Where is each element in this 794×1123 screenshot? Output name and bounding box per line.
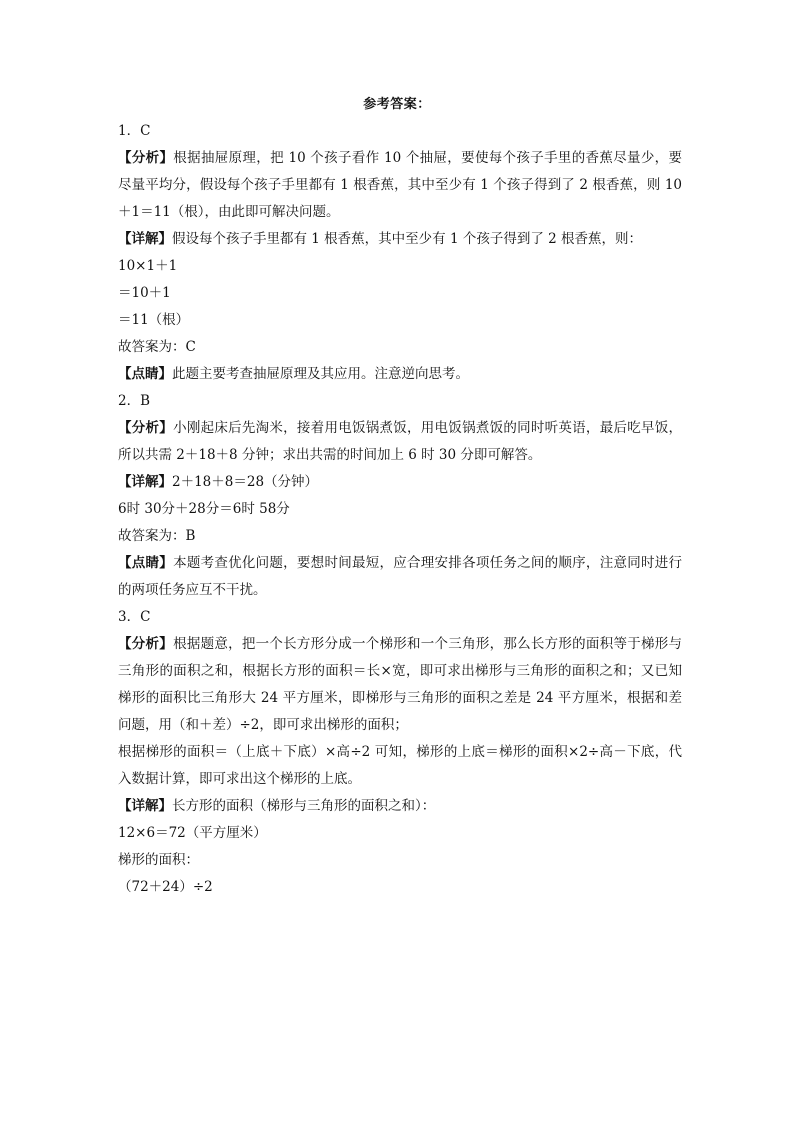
q3-analysis-text: 根据题意，把一个长方形分成一个梯形和一个三角形，那么长方形的面积等于梯形与三角形的面积之和，根据长方形的面积＝长×宽，即可求出梯形与三角形的面积之和；又已知梯形的面积比三角形大 24 平方厘米，即梯形与三角形的面积之差是 24 平方厘米，根据和差问题，用（和＋差）÷2，即可求出梯形的面积； — [118, 636, 683, 733]
q3-step-2: 梯形的面积： — [118, 852, 199, 868]
q2-detail-tag: 【详解】 — [118, 474, 172, 490]
q2-step-1: 6时 30分＋28分＝6时 58分 — [118, 501, 290, 517]
q3-analysis — [118, 631, 682, 739]
q3-analysis-tag: 【分析】 — [118, 636, 174, 652]
q1-comment-tag: 【点睛】 — [118, 366, 172, 382]
q1-comment — [118, 361, 682, 388]
q1-step-2: ＝10＋1 — [118, 285, 171, 301]
q1-analysis-tag: 【分析】 — [118, 150, 174, 166]
q1-detail-text: 假设每个孩子手里都有 1 根香蕉，其中至少有 1 个孩子得到了 2 根香蕉，则： — [172, 231, 643, 247]
q2-analysis — [118, 415, 682, 469]
q2-detail-text: 2＋18＋8＝28（分钟） — [172, 474, 319, 490]
answer-content — [118, 118, 682, 901]
q2-comment-tag: 【点睛】 — [118, 555, 174, 571]
q2-analysis-tag: 【分析】 — [118, 420, 174, 436]
q2-answer: 故答案为：B — [118, 528, 196, 544]
q1-number: 1．C — [118, 123, 151, 139]
q1-answer: 故答案为：C — [118, 339, 196, 355]
q1-analysis — [118, 145, 682, 226]
q1-detail-tag: 【详解】 — [118, 231, 172, 247]
q2-comment-text: 本题考查优化问题，要想时间最短，应合理安排各项任务之间的顺序，注意同时进行的两项任务应互不干扰。 — [118, 555, 683, 598]
q2-comment — [118, 550, 682, 604]
q1-comment-text: 此题主要考查抽屉原理及其应用。注意逆向思考。 — [172, 366, 469, 382]
q1-step-1: 10×1＋1 — [118, 258, 178, 274]
q3-number: 3．C — [118, 609, 151, 625]
q3-detail-tag: 【详解】 — [118, 798, 172, 814]
q1-detail — [118, 226, 682, 253]
q2-analysis-text: 小刚起床后先淘米，接着用电饭锅煮饭，用电饭锅煮饭的同时听英语，最后吃早饭，所以共需 2＋18＋8 分钟；求出共需的时间加上 6 时 30 分即可解答。 — [118, 420, 683, 463]
q2-detail — [118, 469, 682, 496]
q2-number: 2．B — [118, 393, 151, 409]
q1-step-3: ＝11（根） — [118, 312, 190, 328]
q3-step-3: （72＋24）÷2 — [118, 879, 213, 895]
q3-detail — [118, 793, 682, 820]
q3-step-1: 12×6＝72（平方厘米） — [118, 825, 267, 841]
q1-analysis-text: 根据抽屉原理，把 10 个孩子看作 10 个抽屉，要使每个孩子手里的香蕉尽量少，要尽量平均分，假设每个孩子手里都有 1 根香蕉，其中至少有 1 个孩子得到了 2 根香蕉，则 10＋1＝11（根），由此即可解决问题。 — [118, 150, 682, 220]
q3-detail-text: 长方形的面积（梯形与三角形的面积之和）： — [172, 798, 436, 814]
page-title: 参考答案： — [363, 97, 431, 112]
q3-analysis-continued: 根据梯形的面积＝（上底＋下底）×高÷2 可知，梯形的上底＝梯形的面积×2÷高－下底，代入数据计算，即可求出这个梯形的上底。 — [118, 744, 682, 787]
